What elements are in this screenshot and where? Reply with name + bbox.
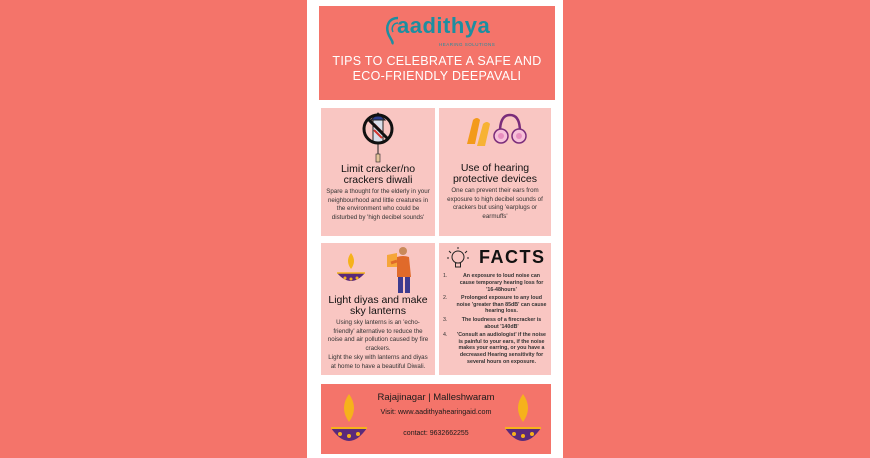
diyas-body-1: Using sky lanterns is an 'echo-friendly' alternative to reduce the noise and air pollution caused by fire crackers.: [327, 319, 429, 352]
crackers-heading-line-1: Limit cracker/no: [340, 163, 416, 175]
infographic-poster: [307, 0, 563, 458]
title-line-1: TIPS TO CELEBRATE A SAFE AND: [332, 54, 542, 68]
fact-item: [443, 332, 548, 366]
card-diyas-lanterns: [321, 243, 435, 375]
page-title: [325, 54, 549, 84]
zigzag-divider: [319, 94, 555, 102]
fact-number: 4.: [443, 331, 448, 338]
facts-heading: FACTS: [479, 247, 546, 267]
protection-heading-line-1: Use of hearing: [460, 162, 530, 174]
fact-text: The loudness of a firecracker is about '140dB': [461, 316, 542, 330]
fact-text: Prolonged exposure to any loud noise 'greater than 85dB' can cause hearing loss.: [456, 294, 547, 315]
fact-item: [443, 273, 548, 293]
fact-number: 1.: [443, 273, 448, 279]
lightbulb-icon: [445, 246, 471, 272]
earplugs-icon: [463, 114, 493, 148]
person-with-lantern-icon: [377, 245, 417, 297]
protection-heading: [439, 163, 551, 185]
header-banner: [319, 6, 555, 100]
diyas-body-2: Light the sky with lanterns and diyas at home to have a beautiful Diwali.: [328, 354, 428, 370]
fact-text: 'Consult an audiologist' if the noise is painful to your ears, if the noise makes your earring, or you have a decreased Hearing sensitivity for several hours on exposure.: [456, 331, 547, 366]
facts-list: [443, 273, 548, 367]
title-line-2: ECO-FRIENDLY DEEPAVALI: [352, 69, 522, 83]
card-facts: [439, 243, 551, 375]
crackers-heading: [321, 164, 435, 186]
brand-name: aadithya: [397, 13, 491, 38]
fact-text: An exposure to loud noise can cause temporary hearing loss for '16-48hours': [459, 273, 544, 293]
diyas-heading-line-1: Light diyas and make: [328, 294, 428, 306]
card-hearing-protection: [439, 108, 551, 236]
brand-logo: [381, 12, 501, 52]
diyas-heading-line-2: sky lanterns: [349, 305, 407, 317]
fact-number: 2.: [443, 294, 448, 301]
diyas-heading: [321, 295, 435, 317]
no-crackers-icon: [361, 112, 397, 164]
diya-icon: [335, 251, 367, 287]
fact-number: 3.: [443, 316, 448, 323]
brand-tagline: HEARING SOLUTIONS: [439, 42, 496, 47]
locations-text: Rajajinagar | Malleshwaram: [377, 392, 495, 403]
card-limit-crackers: [321, 108, 435, 236]
website-link[interactable]: Visit: www.aadithyahearingaid.com: [380, 407, 492, 416]
crackers-heading-line-2: crackers diwali: [343, 174, 413, 186]
earmuffs-icon: [493, 112, 527, 148]
fact-item: [443, 317, 548, 331]
contact-number: contact: 9632662255: [403, 430, 469, 437]
crackers-body: Spare a thought for the elderly in your neighbourhood and little creatures in the environment who could be disturbed by 'high decibel sounds': [326, 188, 430, 221]
protection-body: One can prevent their ears from exposure to high decibel sounds of crackers but using 'earplugs or earmuffs': [447, 187, 543, 220]
fact-item: [443, 295, 548, 315]
protection-heading-line-2: protective devices: [452, 173, 538, 185]
footer-contact: [321, 384, 551, 454]
